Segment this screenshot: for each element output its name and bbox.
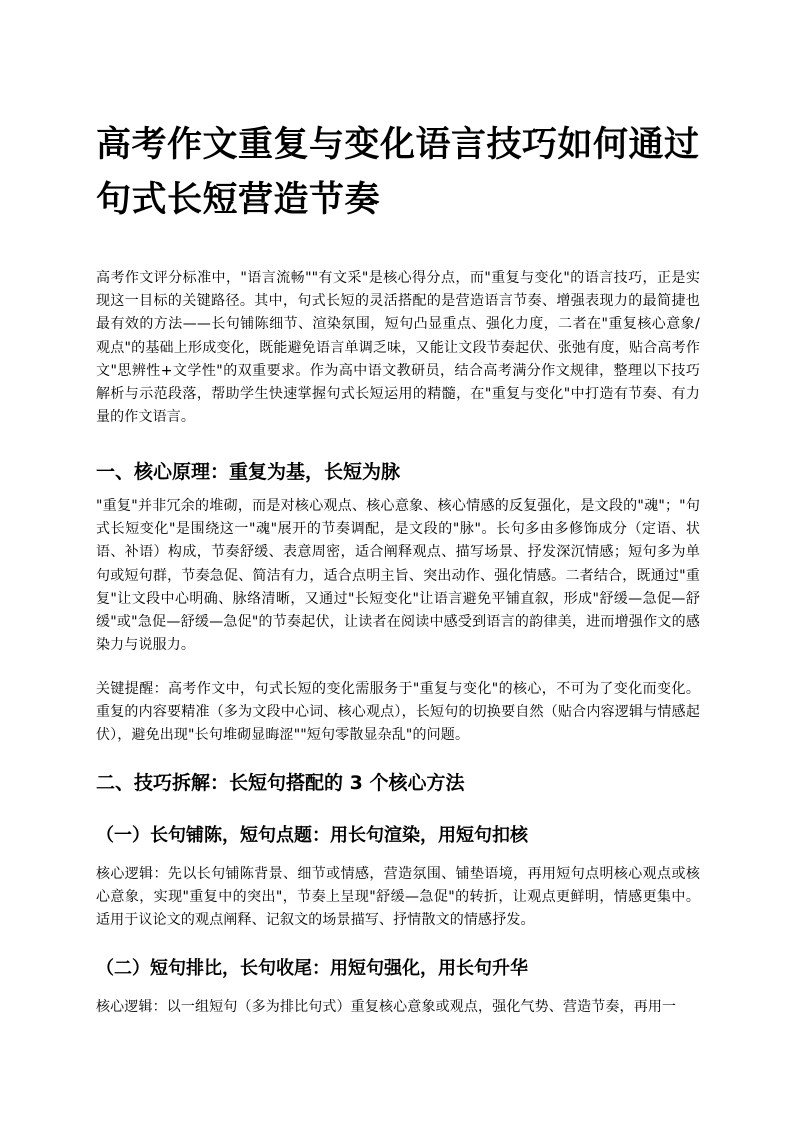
subsection-1-paragraph: 核心逻辑：先以长句铺陈背景、细节或情感，营造氛围、铺垫语境，再用短句点明核心观点或核心意象，实现"重复中的突出"，节奏上呈现"舒缓—急促"的转折，让观点更鲜明，情感更集中。适用于议论文的观点阐释、记叙文的场景描写、抒情散文的情感抒发。 xyxy=(96,866,700,929)
document-title: 高考作文重复与变化语言技巧如何通过句式长短营造节奏 xyxy=(96,125,700,220)
section-2-heading: 二、技巧拆解：长短句搭配的 3 个核心方法 xyxy=(96,772,465,794)
subsection-1-heading: （一）长句铺陈，短句点题：用长句渲染，用短句扣核 xyxy=(96,825,528,846)
subsection-2-paragraph: 核心逻辑：以一组短句（多为排比句式）重复核心意象或观点，强化气势、营造节奏，再用一 xyxy=(96,999,677,1015)
section-1-paragraph: "重复"并非冗余的堆砌，而是对核心观点、核心意象、核心情感的反复强化，是文段的"魂"；"句式长短变化"是围绕这一"魂"展开的节奏调配，是文段的"脉"。长句多由多修饰成分（定语、状语、补语）构成，节奏舒缓、表意周密，适合阐释观点、描写场景、抒发深沉情感；短句多为单句或短句群，节奏急促、简洁有力，适合点明主旨、突出动作、强化情感。二者结合，既通过"重复"让文段中心明确、脉络清晰，又通过"长短变化"让语言避免平铺直叙，形成"舒缓—急促—舒缓"或"急促—舒缓—急促"的节奏起伏，让读者在阅读中感受到语言的韵律美，进而增强作文的感染力与说服力。 xyxy=(96,498,700,654)
document-page xyxy=(96,0,700,1123)
subsection-2-heading: （二）短句排比，长句收尾：用短句强化，用长句升华 xyxy=(96,958,528,979)
section-1-heading: 一、核心原理：重复为基，长短为脉 xyxy=(96,461,401,483)
key-reminder-paragraph: 关键提醒：高考作文中，句式长短的变化需服务于"重复与变化"的核心，不可为了变化而变化。重复的内容要精准（多为文段中心词、核心观点），长短句的切换要自然（贴合内容逻辑与情感起伏），避免出现"长句堆砌显晦涩""短句零散显杂乱"的问题。 xyxy=(96,681,700,744)
intro-paragraph: 高考作文评分标准中，"语言流畅""有文采"是核心得分点，而"重复与变化"的语言技巧，正是实现这一目标的关键路径。其中，句式长短的灵活搭配的是营造语言节奏、增强表现力的最简捷也最有效的方法——长句铺陈细节、渲染氛围，短句凸显重点、强化力度，二者在"重复核心意象/观点"的基础上形成变化，既能避免语言单调乏味，又能让文段节奏起伏、张弛有度，贴合高考作文"思辨性+文学性"的双重要求。作为高中语文教研员，结合高考满分作文规律，整理以下技巧解析与示范段落，帮助学生快速掌握句式长短运用的精髓，在"重复与变化"中打造有节奏、有力量的作文语言。 xyxy=(96,270,700,426)
